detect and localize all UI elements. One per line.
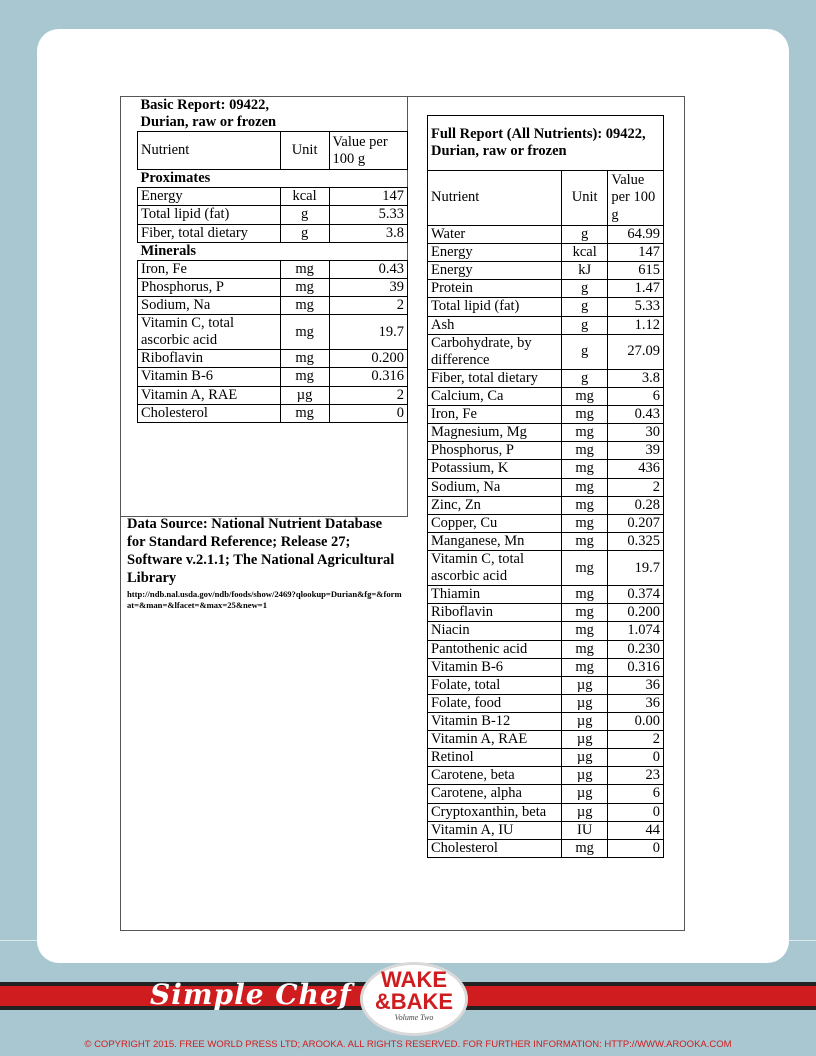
full-nutrient-row xyxy=(428,839,664,857)
full-nutrient-row xyxy=(428,604,664,622)
basic-mineral-unit-cell: mg xyxy=(280,296,329,314)
full-nutrient-row xyxy=(428,424,664,442)
basic-report-table xyxy=(137,97,408,423)
basic-title-row xyxy=(138,97,408,132)
basic-title-line2: Durian, raw or frozen xyxy=(140,114,277,131)
full-nutrient-unit-cell: g xyxy=(561,298,607,316)
full-nutrient-row xyxy=(428,334,664,369)
basic-mineral-row xyxy=(138,386,408,404)
full-nutrient-row xyxy=(428,387,664,405)
full-nutrient-row xyxy=(428,316,664,334)
full-nutrient-row xyxy=(428,514,664,532)
basic-proximate-nutrient-cell: Fiber, total dietary xyxy=(138,224,281,242)
full-nutrient-unit-cell: µg xyxy=(561,712,607,730)
full-nutrient-value-cell: 0.43 xyxy=(608,406,664,424)
full-nutrient-unit-cell: µg xyxy=(561,676,607,694)
full-nutrient-unit-cell: mg xyxy=(561,604,607,622)
basic-proximate-unit-cell: kcal xyxy=(280,188,329,206)
basic-mineral-value-cell: 0.316 xyxy=(329,368,407,386)
full-nutrient-value-cell: 0 xyxy=(608,839,664,857)
full-title-row xyxy=(428,116,664,171)
basic-proximate-value-cell: 5.33 xyxy=(329,206,407,224)
full-nutrient-nutrient-cell: Vitamin A, RAE xyxy=(428,731,562,749)
full-nutrient-value-cell: 0.28 xyxy=(608,496,664,514)
logo-wake-text: WAKE xyxy=(381,967,447,992)
full-nutrient-unit-cell: mg xyxy=(561,514,607,532)
full-nutrient-row xyxy=(428,262,664,280)
full-nutrient-nutrient-cell: Vitamin A, IU xyxy=(428,821,562,839)
full-nutrient-nutrient-cell: Fiber, total dietary xyxy=(428,369,562,387)
simple-chef-logo: Simple Chef xyxy=(150,978,352,1011)
logo-bake-text: &BAKE xyxy=(374,989,454,1014)
full-nutrient-nutrient-cell: Vitamin C, total ascorbic acid xyxy=(428,550,562,585)
basic-mineral-nutrient-cell: Vitamin B-6 xyxy=(138,368,281,386)
basic-mineral-unit-cell: mg xyxy=(280,278,329,296)
full-nutrient-value-cell: 64.99 xyxy=(608,226,664,244)
full-nutrient-row xyxy=(428,550,664,585)
full-nutrient-row xyxy=(428,731,664,749)
basic-mineral-value-cell: 0.43 xyxy=(329,260,407,278)
full-nutrient-nutrient-cell: Folate, total xyxy=(428,676,562,694)
basic-proximate-unit-cell: g xyxy=(280,224,329,242)
full-nutrient-row xyxy=(428,821,664,839)
full-nutrient-value-cell: 30 xyxy=(608,424,664,442)
full-nutrient-row xyxy=(428,658,664,676)
basic-mineral-unit-cell: mg xyxy=(280,260,329,278)
full-nutrient-row xyxy=(428,712,664,730)
full-nutrient-unit-cell: IU xyxy=(561,821,607,839)
full-nutrient-nutrient-cell: Sodium, Na xyxy=(428,478,562,496)
full-nutrient-nutrient-cell: Ash xyxy=(428,316,562,334)
full-nutrient-nutrient-cell: Calcium, Ca xyxy=(428,387,562,405)
full-nutrient-row xyxy=(428,640,664,658)
basic-mineral-unit-cell: mg xyxy=(280,350,329,368)
full-nutrient-unit-cell: mg xyxy=(561,622,607,640)
full-col-unit: Unit xyxy=(561,171,607,226)
full-nutrient-value-cell: 6 xyxy=(608,785,664,803)
full-nutrient-nutrient-cell: Protein xyxy=(428,280,562,298)
basic-mineral-unit-cell: mg xyxy=(280,315,329,350)
full-nutrient-value-cell: 3.8 xyxy=(608,369,664,387)
basic-proximate-value-cell: 147 xyxy=(329,188,407,206)
full-nutrient-nutrient-cell: Phosphorus, P xyxy=(428,442,562,460)
full-nutrient-unit-cell: mg xyxy=(561,424,607,442)
full-nutrient-nutrient-cell: Potassium, K xyxy=(428,460,562,478)
full-nutrient-value-cell: 0.00 xyxy=(608,712,664,730)
full-nutrient-value-cell: 1.074 xyxy=(608,622,664,640)
basic-mineral-value-cell: 19.7 xyxy=(329,315,407,350)
full-nutrient-row xyxy=(428,676,664,694)
basic-mineral-unit-cell: µg xyxy=(280,386,329,404)
full-nutrient-value-cell: 436 xyxy=(608,460,664,478)
full-nutrient-row xyxy=(428,785,664,803)
full-report-table xyxy=(427,115,664,858)
full-nutrient-nutrient-cell: Riboflavin xyxy=(428,604,562,622)
full-nutrient-unit-cell: µg xyxy=(561,694,607,712)
basic-mineral-nutrient-cell: Riboflavin xyxy=(138,350,281,368)
data-source-text: Data Source: National Nutrient Database for Standard Reference; Release 27; Software v.2.1.1; The National Agricultural Library xyxy=(127,516,395,586)
full-nutrient-row xyxy=(428,694,664,712)
full-nutrient-nutrient-cell: Retinol xyxy=(428,749,562,767)
basic-mineral-value-cell: 2 xyxy=(329,296,407,314)
data-source-url[interactable]: http://ndb.nal.usda.gov/ndb/foods/show/2469?qlookup=Durian&fg=&format=&man=&lfacet=&max=25&new=1 xyxy=(127,589,402,610)
full-nutrient-unit-cell: mg xyxy=(561,586,607,604)
footer-divider xyxy=(0,940,816,941)
full-nutrient-value-cell: 44 xyxy=(608,821,664,839)
full-nutrient-value-cell: 27.09 xyxy=(608,334,664,369)
full-nutrient-value-cell: 0.230 xyxy=(608,640,664,658)
full-nutrient-nutrient-cell: Niacin xyxy=(428,622,562,640)
full-nutrient-nutrient-cell: Carbohydrate, by difference xyxy=(428,334,562,369)
full-nutrient-unit-cell: mg xyxy=(561,387,607,405)
basic-mineral-value-cell: 0 xyxy=(329,404,407,422)
full-nutrient-value-cell: 39 xyxy=(608,442,664,460)
full-nutrient-unit-cell: g xyxy=(561,280,607,298)
full-col-nutrient: Nutrient xyxy=(428,171,562,226)
basic-mineral-unit-cell: mg xyxy=(280,368,329,386)
full-col-value: Value per 100 g xyxy=(608,171,664,226)
full-nutrient-row xyxy=(428,532,664,550)
full-nutrient-unit-cell: mg xyxy=(561,532,607,550)
basic-mineral-nutrient-cell: Cholesterol xyxy=(138,404,281,422)
full-nutrient-unit-cell: mg xyxy=(561,460,607,478)
full-nutrient-unit-cell: mg xyxy=(561,839,607,857)
full-nutrient-row xyxy=(428,478,664,496)
basic-proximate-nutrient-cell: Energy xyxy=(138,188,281,206)
basic-section-minerals: Minerals xyxy=(140,242,197,259)
full-nutrient-nutrient-cell: Carotene, beta xyxy=(428,767,562,785)
basic-mineral-nutrient-cell: Phosphorus, P xyxy=(138,278,281,296)
basic-proximate-row xyxy=(138,188,408,206)
full-nutrient-nutrient-cell: Energy xyxy=(428,262,562,280)
basic-proximate-value-cell: 3.8 xyxy=(329,224,407,242)
full-nutrient-nutrient-cell: Carotene, alpha xyxy=(428,785,562,803)
full-nutrient-unit-cell: g xyxy=(561,316,607,334)
full-nutrient-nutrient-cell: Vitamin B-12 xyxy=(428,712,562,730)
full-nutrient-value-cell: 0.325 xyxy=(608,532,664,550)
full-nutrient-value-cell: 2 xyxy=(608,731,664,749)
full-nutrient-row xyxy=(428,749,664,767)
full-nutrient-unit-cell: g xyxy=(561,369,607,387)
full-nutrient-unit-cell: g xyxy=(561,226,607,244)
full-nutrient-value-cell: 1.47 xyxy=(608,280,664,298)
full-nutrient-row xyxy=(428,442,664,460)
full-nutrient-row xyxy=(428,280,664,298)
full-nutrient-value-cell: 0.374 xyxy=(608,586,664,604)
full-nutrient-value-cell: 6 xyxy=(608,387,664,405)
full-nutrient-unit-cell: kcal xyxy=(561,244,607,262)
full-nutrient-unit-cell: mg xyxy=(561,550,607,585)
full-nutrient-value-cell: 147 xyxy=(608,244,664,262)
basic-proximate-unit-cell: g xyxy=(280,206,329,224)
full-nutrient-nutrient-cell: Thiamin xyxy=(428,586,562,604)
full-nutrient-row xyxy=(428,622,664,640)
full-nutrient-unit-cell: mg xyxy=(561,406,607,424)
full-nutrient-unit-cell: µg xyxy=(561,785,607,803)
full-nutrient-value-cell: 5.33 xyxy=(608,298,664,316)
full-nutrient-nutrient-cell: Folate, food xyxy=(428,694,562,712)
full-nutrient-value-cell: 2 xyxy=(608,478,664,496)
basic-mineral-row xyxy=(138,278,408,296)
full-nutrient-value-cell: 36 xyxy=(608,676,664,694)
full-header-row xyxy=(428,171,664,226)
basic-mineral-value-cell: 2 xyxy=(329,386,407,404)
logo-volume-text: Volume Two xyxy=(394,1013,434,1022)
full-nutrient-value-cell: 0.207 xyxy=(608,514,664,532)
full-nutrient-value-cell: 0.316 xyxy=(608,658,664,676)
full-nutrient-value-cell: 0 xyxy=(608,803,664,821)
basic-mineral-nutrient-cell: Vitamin C, total ascorbic acid xyxy=(138,315,281,350)
full-nutrient-nutrient-cell: Cholesterol xyxy=(428,839,562,857)
full-nutrient-value-cell: 36 xyxy=(608,694,664,712)
wake-bake-logo xyxy=(360,962,468,1036)
basic-mineral-nutrient-cell: Iron, Fe xyxy=(138,260,281,278)
full-nutrient-row xyxy=(428,803,664,821)
full-nutrient-unit-cell: µg xyxy=(561,803,607,821)
basic-mineral-value-cell: 0.200 xyxy=(329,350,407,368)
full-nutrient-nutrient-cell: Energy xyxy=(428,244,562,262)
basic-section-proximates: Proximates xyxy=(140,170,211,187)
basic-proximate-row xyxy=(138,224,408,242)
full-nutrient-nutrient-cell: Vitamin B-6 xyxy=(428,658,562,676)
basic-mineral-row xyxy=(138,350,408,368)
full-nutrient-unit-cell: mg xyxy=(561,496,607,514)
full-nutrient-nutrient-cell: Zinc, Zn xyxy=(428,496,562,514)
full-nutrient-unit-cell: mg xyxy=(561,478,607,496)
full-nutrient-row xyxy=(428,460,664,478)
full-nutrient-row xyxy=(428,767,664,785)
full-nutrient-unit-cell: kJ xyxy=(561,262,607,280)
full-nutrient-nutrient-cell: Magnesium, Mg xyxy=(428,424,562,442)
full-nutrient-nutrient-cell: Copper, Cu xyxy=(428,514,562,532)
full-nutrient-value-cell: 1.12 xyxy=(608,316,664,334)
basic-mineral-nutrient-cell: Vitamin A, RAE xyxy=(138,386,281,404)
full-nutrient-value-cell: 0.200 xyxy=(608,604,664,622)
full-nutrient-nutrient-cell: Iron, Fe xyxy=(428,406,562,424)
full-nutrient-row xyxy=(428,369,664,387)
basic-mineral-row xyxy=(138,296,408,314)
basic-proximate-row xyxy=(138,206,408,224)
full-nutrient-value-cell: 0 xyxy=(608,749,664,767)
basic-header-row xyxy=(138,132,408,170)
copyright-text: © COPYRIGHT 2015. FREE WORLD PRESS LTD; AROOKA. ALL RIGHTS RESERVED. FOR FURTHER INFORMATION: HTTP://WWW.AROOKA.COM xyxy=(84,1039,732,1050)
basic-col-unit: Unit xyxy=(280,132,329,170)
basic-title-line1: Basic Report: 09422, xyxy=(140,97,269,113)
full-nutrient-unit-cell: mg xyxy=(561,442,607,460)
full-nutrient-row xyxy=(428,406,664,424)
full-nutrient-row xyxy=(428,244,664,262)
full-nutrient-row xyxy=(428,298,664,316)
full-nutrient-nutrient-cell: Cryptoxanthin, beta xyxy=(428,803,562,821)
full-nutrient-nutrient-cell: Pantothenic acid xyxy=(428,640,562,658)
full-nutrient-unit-cell: µg xyxy=(561,767,607,785)
basic-mineral-unit-cell: mg xyxy=(280,404,329,422)
full-nutrient-value-cell: 23 xyxy=(608,767,664,785)
full-nutrient-unit-cell: µg xyxy=(561,731,607,749)
full-nutrient-value-cell: 615 xyxy=(608,262,664,280)
full-nutrient-row xyxy=(428,226,664,244)
full-nutrient-unit-cell: mg xyxy=(561,640,607,658)
full-nutrient-nutrient-cell: Manganese, Mn xyxy=(428,532,562,550)
full-nutrient-unit-cell: mg xyxy=(561,658,607,676)
basic-mineral-value-cell: 39 xyxy=(329,278,407,296)
full-nutrient-nutrient-cell: Total lipid (fat) xyxy=(428,298,562,316)
basic-mineral-row xyxy=(138,368,408,386)
basic-mineral-nutrient-cell: Sodium, Na xyxy=(138,296,281,314)
basic-col-value: Value per 100 g xyxy=(329,132,407,170)
full-nutrient-unit-cell: µg xyxy=(561,749,607,767)
full-nutrient-row xyxy=(428,496,664,514)
full-nutrient-unit-cell: g xyxy=(561,334,607,369)
full-nutrient-value-cell: 19.7 xyxy=(608,550,664,585)
basic-proximate-nutrient-cell: Total lipid (fat) xyxy=(138,206,281,224)
full-nutrient-nutrient-cell: Water xyxy=(428,226,562,244)
full-nutrient-row xyxy=(428,586,664,604)
basic-mineral-row xyxy=(138,404,408,422)
basic-mineral-row xyxy=(138,260,408,278)
full-report-title: Full Report (All Nutrients): 09422, Durian, raw or frozen xyxy=(428,116,664,171)
basic-mineral-row xyxy=(138,315,408,350)
basic-col-nutrient: Nutrient xyxy=(138,132,281,170)
